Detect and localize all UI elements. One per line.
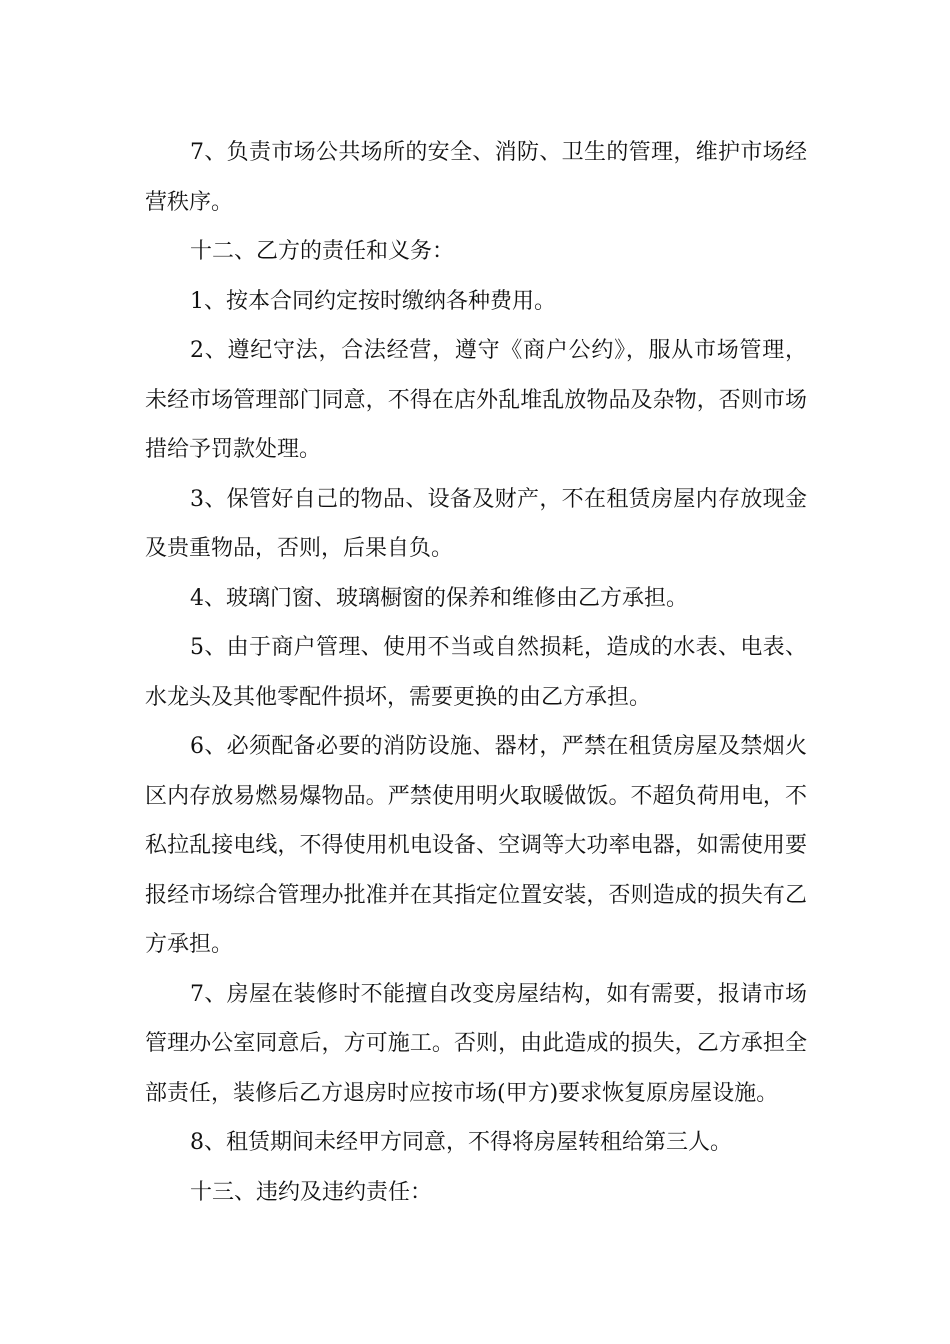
paragraph-item-3: 3、保管好自己的物品、设备及财产，不在租赁房屋内存放现金及贵重物品，否则，后果自负。 <box>145 486 807 561</box>
paragraph-item-2: 2、遵纪守法，合法经营，遵守《商户公约》，服从市场管理，未经市场管理部门同意，不得在店外乱堆乱放物品及杂物，否则市场措给予罚款处理。 <box>145 338 807 462</box>
section-heading-12: 十二、乙方的责任和义务： <box>190 239 455 264</box>
paragraph-item-1: 1、按本合同约定按时缴纳各种费用。 <box>190 288 556 314</box>
paragraph-item-6: 6、必须配备必要的消防设施、器材，严禁在租赁房屋及禁烟火区内存放易燃易爆物品。严禁使用明火取暖做饭。不超负荷用电，不私拉乱接电线，不得使用机电设备、空调等大功率电器，如需使用要报经市场综合管理办批准并在其指定位置安装，否则造成的损失有乙方承担。 <box>145 734 807 957</box>
paragraph-item-7-market-duties: 7、负责市场公共场所的安全、消防、卫生的管理，维护市场经营秩序。 <box>145 140 807 215</box>
paragraph-item-7-renovation: 7、房屋在装修时不能擅自改变房屋结构，如有需要，报请市场管理办公室同意后，方可施工。否则，由此造成的损失，乙方承担全部责任，装修后乙方退房时应按市场(甲方)要求恢复原房屋设施。 <box>145 981 807 1106</box>
paragraph-item-4: 4、玻璃门窗、玻璃橱窗的保养和维修由乙方承担。 <box>190 585 688 611</box>
section-heading-13: 十三、违约及违约责任： <box>190 1179 433 1205</box>
paragraph-item-8: 8、租赁期间未经甲方同意，不得将房屋转租给第三人。 <box>190 1130 732 1155</box>
document-body <box>145 128 807 1217</box>
paragraph-item-5: 5、由于商户管理、使用不当或自然损耗，造成的水表、电表、水龙头及其他零配件损坏，需要更换的由乙方承担。 <box>145 635 807 710</box>
